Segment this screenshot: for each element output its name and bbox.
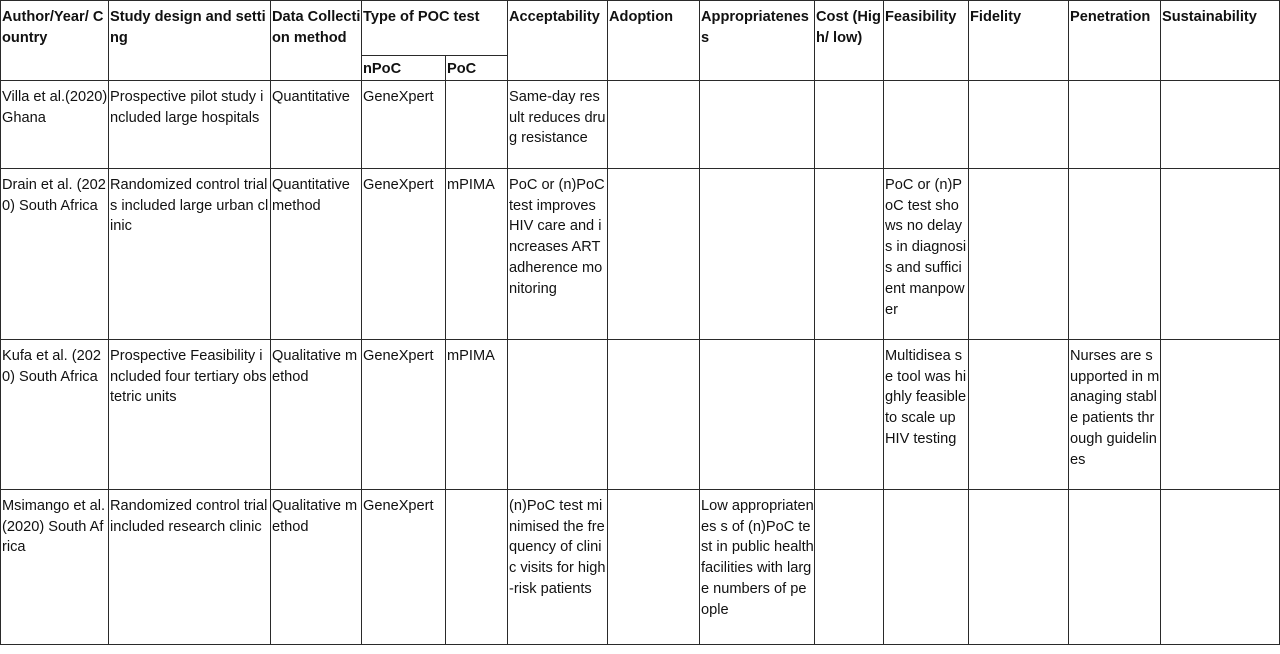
cell-cost xyxy=(815,339,884,489)
header-data-collection: Data Collection method xyxy=(271,1,362,81)
cell-data-collection: Qualitative method xyxy=(271,489,362,644)
cell-study-design: Prospective pilot study included large hospitals xyxy=(109,80,271,168)
cell-fidelity xyxy=(969,339,1069,489)
table-row xyxy=(1,168,1280,339)
cell-study-design: Prospective Feasibility included four tertiary obstetric units xyxy=(109,339,271,489)
header-row xyxy=(1,1,1280,56)
cell-poc xyxy=(446,489,508,644)
cell-fidelity xyxy=(969,489,1069,644)
cell-penetration xyxy=(1069,489,1161,644)
cell-npoc: GeneXpert xyxy=(362,339,446,489)
table-row xyxy=(1,339,1280,489)
cell-appropriateness: Low appropriatenes s of (n)PoC test in public health facilities with large numbers of people xyxy=(700,489,815,644)
cell-npoc: GeneXpert xyxy=(362,168,446,339)
cell-study-design: Randomized control trial included research clinic xyxy=(109,489,271,644)
table-row xyxy=(1,489,1280,644)
cell-sustainability xyxy=(1161,339,1280,489)
header-author: Author/Year/ Country xyxy=(1,1,109,81)
header-poc-type: Type of POC test xyxy=(362,1,508,56)
cell-data-collection: Quantitative xyxy=(271,80,362,168)
cell-poc xyxy=(446,80,508,168)
cell-fidelity xyxy=(969,80,1069,168)
cell-feasibility: Multidisea se tool was highly feasible to scale up HIV testing xyxy=(884,339,969,489)
header-acceptability: Acceptability xyxy=(508,1,608,81)
cell-feasibility: PoC or (n)PoC test shows no delays in diagnosis and sufficient manpower xyxy=(884,168,969,339)
cell-cost xyxy=(815,80,884,168)
cell-appropriateness xyxy=(700,80,815,168)
cell-study-design: Randomized control trials included large urban clinic xyxy=(109,168,271,339)
header-study-design: Study design and setting xyxy=(109,1,271,81)
cell-cost xyxy=(815,489,884,644)
cell-cost xyxy=(815,168,884,339)
cell-penetration xyxy=(1069,80,1161,168)
header-feasibility: Feasibility xyxy=(884,1,969,81)
cell-penetration: Nurses are supported in managing stable patients through guidelines xyxy=(1069,339,1161,489)
cell-acceptability xyxy=(508,339,608,489)
cell-sustainability xyxy=(1161,489,1280,644)
cell-adoption xyxy=(608,168,700,339)
header-sustainability: Sustainability xyxy=(1161,1,1280,81)
cell-appropriateness xyxy=(700,168,815,339)
cell-author: Kufa et al. (2020) South Africa xyxy=(1,339,109,489)
cell-adoption xyxy=(608,339,700,489)
cell-adoption xyxy=(608,80,700,168)
cell-author: Msimango et al. (2020) South Africa xyxy=(1,489,109,644)
cell-acceptability: PoC or (n)PoC test improves HIV care and increases ART adherence monitoring xyxy=(508,168,608,339)
cell-npoc: GeneXpert xyxy=(362,489,446,644)
header-appropriateness: Appropriatenes s xyxy=(700,1,815,81)
cell-adoption xyxy=(608,489,700,644)
cell-data-collection: Quantitative method xyxy=(271,168,362,339)
cell-fidelity xyxy=(969,168,1069,339)
cell-poc: mPIMA xyxy=(446,168,508,339)
table-row xyxy=(1,80,1280,168)
cell-poc: mPIMA xyxy=(446,339,508,489)
header-adoption: Adoption xyxy=(608,1,700,81)
cell-sustainability xyxy=(1161,80,1280,168)
cell-sustainability xyxy=(1161,168,1280,339)
header-cost: Cost (High/ low) xyxy=(815,1,884,81)
cell-author: Drain et al. (2020) South Africa xyxy=(1,168,109,339)
cell-acceptability: (n)PoC test minimised the frequency of clinic visits for high-risk patients xyxy=(508,489,608,644)
cell-npoc: GeneXpert xyxy=(362,80,446,168)
cell-penetration xyxy=(1069,168,1161,339)
cell-feasibility xyxy=(884,80,969,168)
header-penetration: Penetration xyxy=(1069,1,1161,81)
cell-feasibility xyxy=(884,489,969,644)
cell-data-collection: Qualitative method xyxy=(271,339,362,489)
header-npoc: nPoC xyxy=(362,56,446,81)
header-fidelity: Fidelity xyxy=(969,1,1069,81)
cell-acceptability: Same-day result reduces drug resistance xyxy=(508,80,608,168)
cell-appropriateness xyxy=(700,339,815,489)
cell-author: Villa et al.(2020) Ghana xyxy=(1,80,109,168)
header-poc: PoC xyxy=(446,56,508,81)
